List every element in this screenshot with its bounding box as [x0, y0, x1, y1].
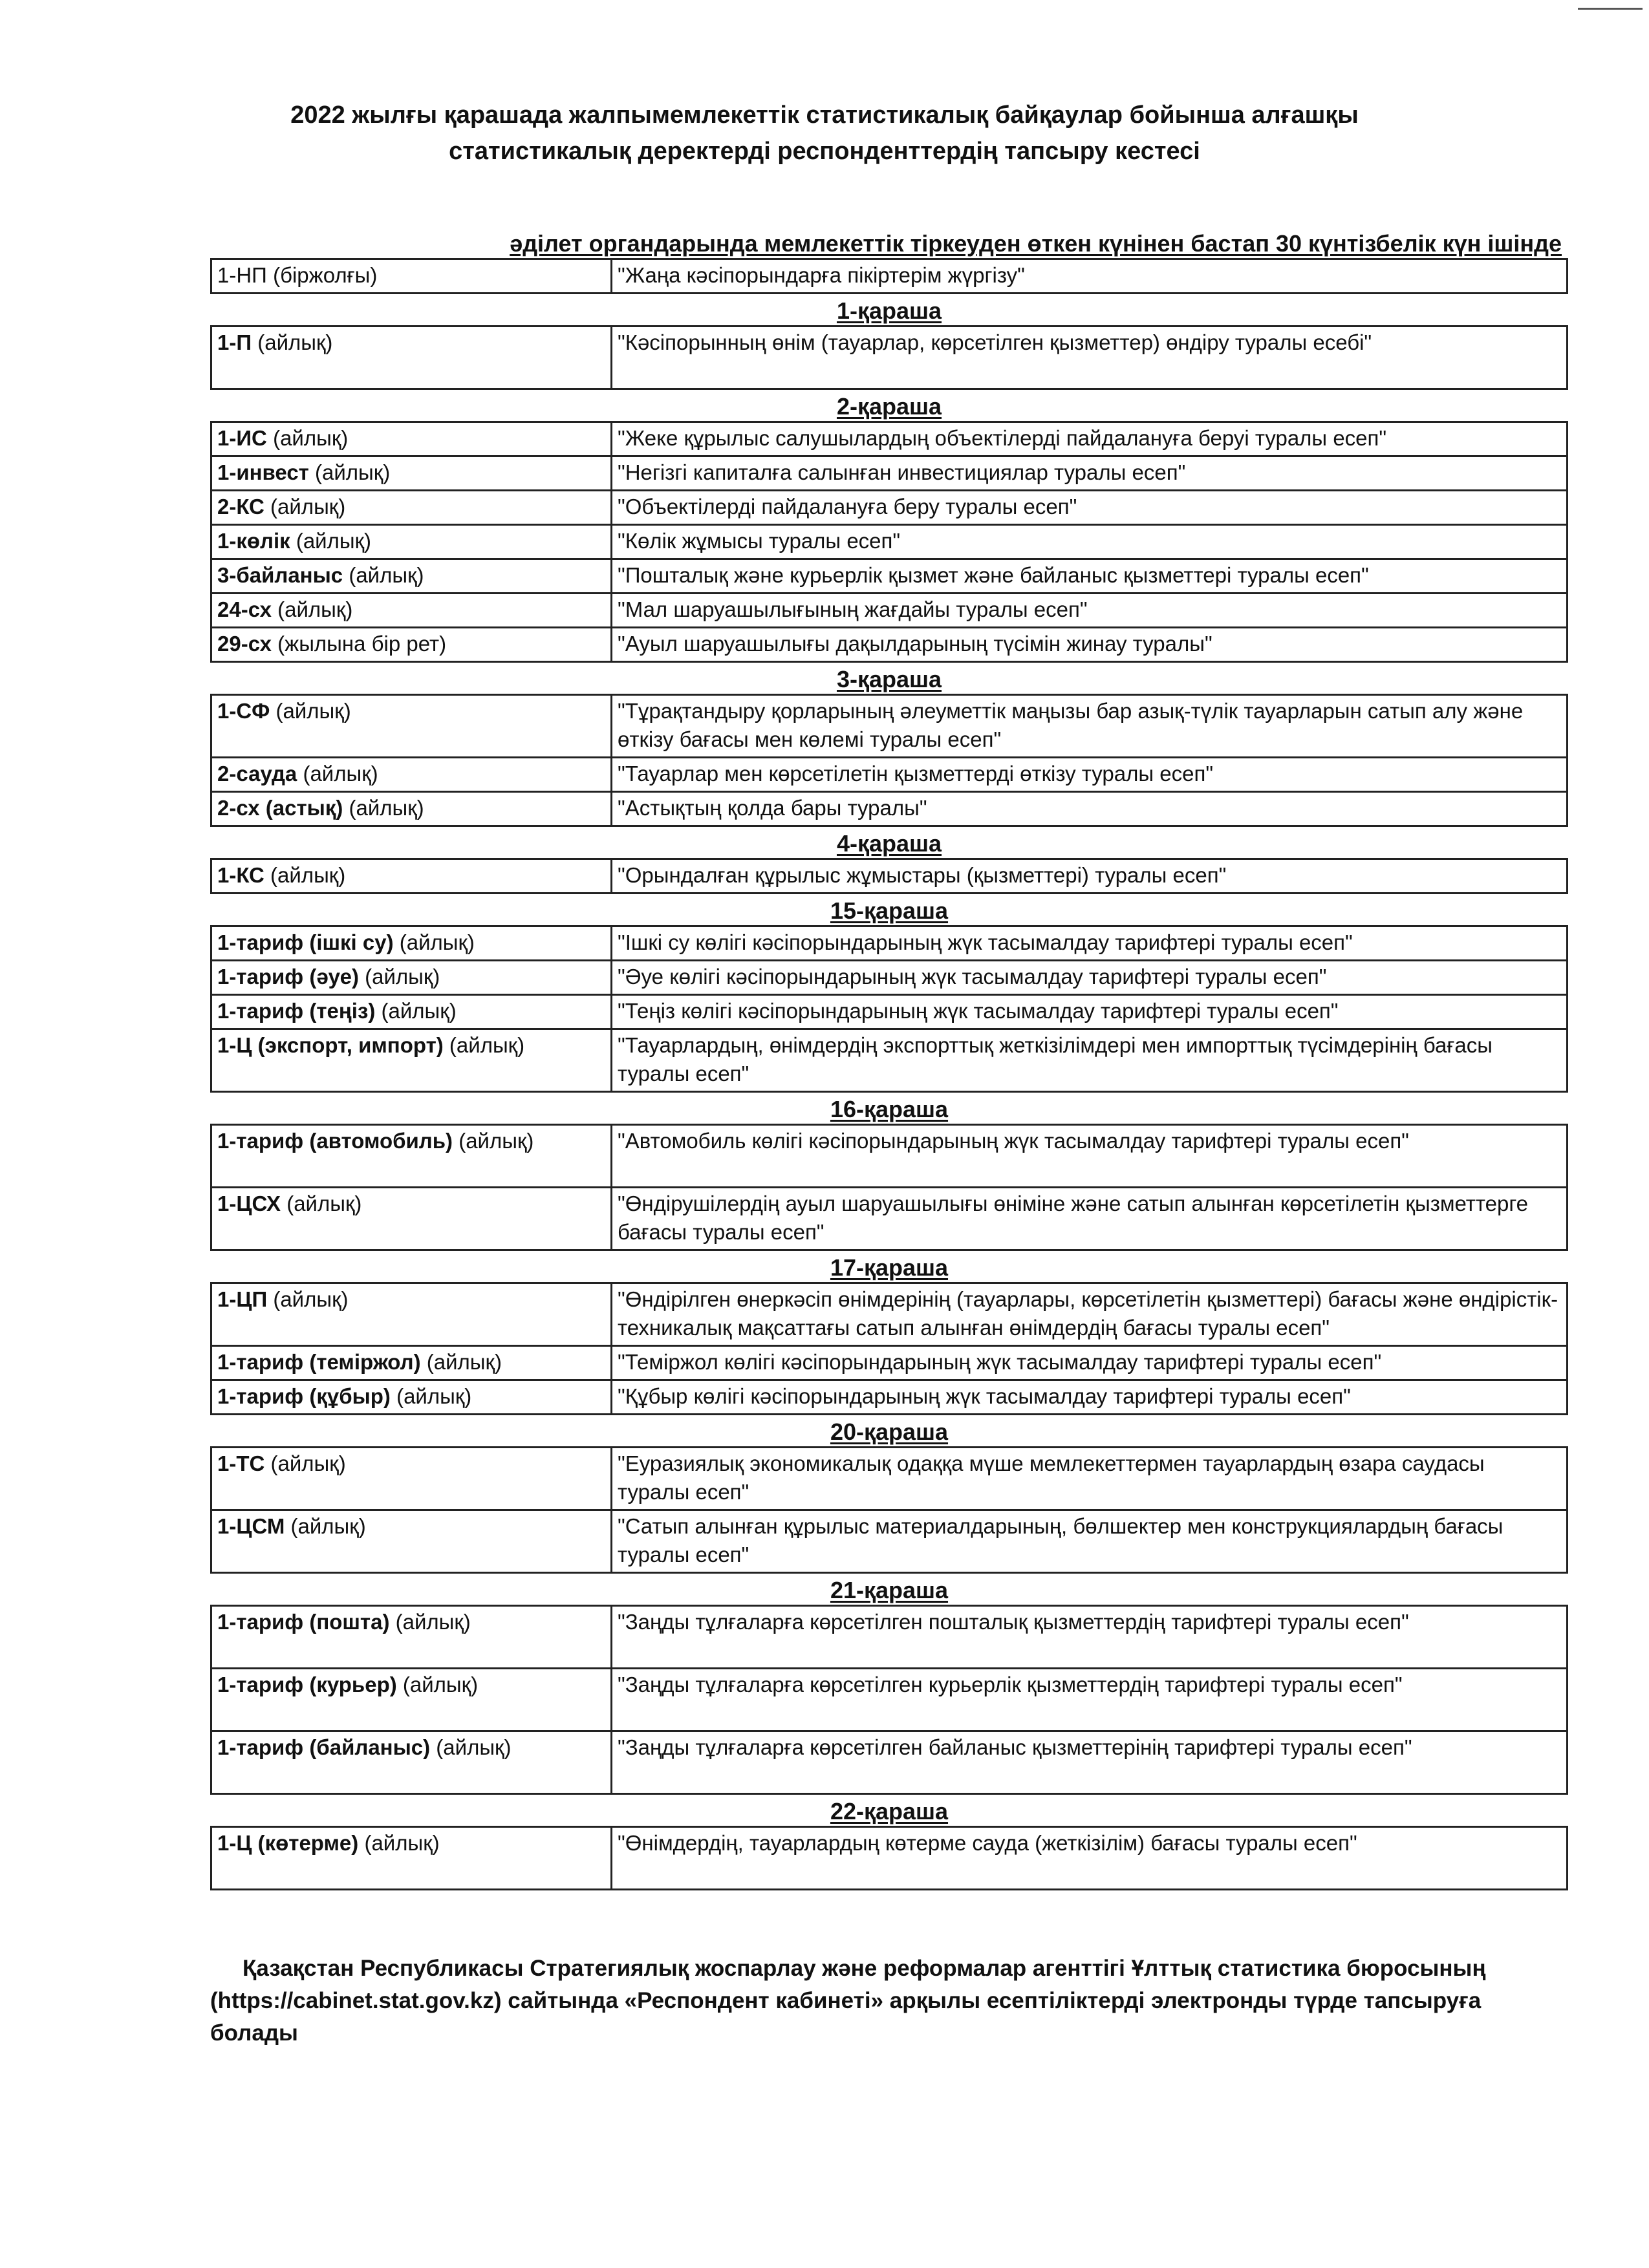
form-code-cell — [211, 859, 612, 893]
table-row — [211, 1448, 1568, 1510]
footer-note: Қазақстан Республикасы Стратегиялық жоспарлау және реформалар агенттігі Ұлттық статистика бюросының (https://cabinet.stat.gov.kz) сайтында «Респондент кабинеті» арқылы есептіліктерді электронды түрде тапсыруға болады — [210, 1956, 1486, 2046]
form-code-cell — [211, 326, 612, 389]
form-period: (айлық) — [270, 699, 351, 723]
form-code: 1-ТС — [217, 1451, 265, 1475]
title-line-1: 2022 жылғы қарашада жалпымемлекеттік статистикалық байқаулар бойынша алғашқы — [290, 102, 1359, 129]
forms-table — [210, 858, 1568, 894]
schedule-section — [210, 1797, 1568, 1890]
report-name: "Ішкі су көлігі кәсіпорындарының жүк тасымалдау тарифтері туралы есеп" — [612, 926, 1568, 961]
form-period: (айлық) — [290, 529, 372, 553]
table-row — [211, 1827, 1568, 1890]
schedule-document — [210, 230, 1568, 1893]
table-row — [211, 926, 1568, 961]
form-code: 1-тариф (автомобиль) — [217, 1129, 453, 1153]
schedule-section — [210, 1418, 1568, 1574]
schedule-section — [210, 829, 1568, 894]
form-code-cell — [211, 259, 612, 294]
form-code: 1-ИС — [217, 426, 267, 450]
table-row — [211, 259, 1568, 294]
forms-table — [210, 325, 1568, 390]
forms-table — [210, 1446, 1568, 1574]
form-code-cell — [211, 594, 612, 628]
form-code-cell — [211, 695, 612, 758]
schedule-section — [210, 897, 1568, 1093]
form-code-cell — [211, 525, 612, 559]
form-period: (айлық) — [264, 863, 346, 887]
form-period: (айлық) — [264, 1451, 346, 1475]
table-row — [211, 1731, 1568, 1794]
report-name: "Заңды тұлғаларға көрсетілген курьерлік қызметтердің тарифтері туралы есеп" — [612, 1669, 1568, 1731]
form-code: 1-көлік — [217, 529, 290, 553]
form-period: (айлық) — [375, 999, 457, 1023]
table-row — [211, 422, 1568, 456]
form-code: 2-сауда — [217, 762, 297, 786]
form-code-cell — [211, 1606, 612, 1669]
form-code-cell — [211, 1188, 612, 1250]
form-period: (айлық) — [252, 330, 333, 354]
table-row — [211, 758, 1568, 792]
form-period: (айлық) — [390, 1384, 472, 1408]
form-period: (айлық) — [343, 796, 424, 820]
schedule-section — [210, 230, 1568, 294]
table-row — [211, 456, 1568, 491]
form-code-cell — [211, 1029, 612, 1092]
report-name: "Өндірушілердің ауыл шаруашылығы өніміне және сатып алынған көрсетілетін қызметтерге бағасы туралы есеп" — [612, 1188, 1568, 1250]
form-code-cell — [211, 792, 612, 826]
form-code-cell — [211, 456, 612, 491]
form-period: (айлық) — [271, 597, 353, 621]
report-name: "Сатып алынған құрылыс материалдарының, бөлшектер мен конструкциялардың бағасы туралы есеп" — [612, 1510, 1568, 1573]
date-heading: 21-қараша — [830, 1577, 949, 1603]
report-name: "Объектілерді пайдалануға беру туралы есеп" — [612, 491, 1568, 525]
report-name: "Тұрақтандыру қорларының әлеуметтік маңызы бар азық-түлік тауарларын сатып алу және өткізу бағасы мен көлемі туралы есеп" — [612, 695, 1568, 758]
form-code-cell — [211, 559, 612, 594]
form-code: 1-ЦСХ — [217, 1192, 281, 1215]
table-row — [211, 491, 1568, 525]
table-row — [211, 695, 1568, 758]
title-line-2: статистикалық деректерді респонденттердің тапсыру кестесі — [449, 138, 1200, 165]
date-heading: 22-қараша — [830, 1798, 949, 1824]
form-code: 1-СФ — [217, 699, 270, 723]
date-heading: 16-қараша — [830, 1096, 949, 1122]
form-code-cell — [211, 926, 612, 961]
report-name: "Құбыр көлігі кәсіпорындарының жүк тасымалдау тарифтері туралы есеп" — [612, 1380, 1568, 1415]
form-code-cell — [211, 1827, 612, 1890]
form-code: 1-НП — [217, 263, 267, 287]
form-code: 1-тариф (курьер) — [217, 1673, 397, 1696]
report-name: "Кәсіпорынның өнім (тауарлар, көрсетілген қызметтер) өндіру туралы есебі" — [612, 326, 1568, 389]
forms-table — [210, 925, 1568, 1093]
form-code-cell — [211, 961, 612, 995]
form-code: 1-тариф (әуе) — [217, 965, 359, 989]
form-code: 2-КС — [217, 495, 264, 519]
form-code-cell — [211, 1510, 612, 1573]
forms-table — [210, 258, 1568, 294]
form-code-cell — [211, 1731, 612, 1794]
table-row — [211, 594, 1568, 628]
form-code: 1-тариф (құбыр) — [217, 1384, 391, 1408]
table-row — [211, 525, 1568, 559]
form-code-cell — [211, 1669, 612, 1731]
table-row — [211, 628, 1568, 662]
form-code-cell — [211, 628, 612, 662]
form-code: 1-тариф (байланыс) — [217, 1735, 431, 1759]
table-row — [211, 559, 1568, 594]
form-period: (айлық) — [358, 965, 440, 989]
table-row — [211, 1029, 1568, 1092]
table-row — [211, 1510, 1568, 1573]
form-period: (айлық) — [430, 1735, 512, 1759]
table-row — [211, 1283, 1568, 1346]
form-code: 29-сх — [217, 632, 272, 656]
form-period: (айлық) — [308, 460, 391, 484]
table-row — [211, 1188, 1568, 1250]
date-heading: 20-қараша — [830, 1418, 949, 1445]
report-name: "Теміржол көлігі кәсіпорындарының жүк тасымалдау тарифтері туралы есеп" — [612, 1346, 1568, 1380]
table-row — [211, 1125, 1568, 1188]
form-period: (айлық) — [389, 1610, 471, 1634]
date-heading: 17-қараша — [830, 1254, 949, 1281]
form-period: (айлық) — [453, 1129, 534, 1153]
form-code: 1-тариф (теңіз) — [217, 999, 376, 1023]
report-name: "Көлік жұмысы туралы есеп" — [612, 525, 1568, 559]
form-code-cell — [211, 758, 612, 792]
report-name: "Тауарлардың, өнімдердің экспорттық жеткізілімдері мен импорттық түсімдерінің бағасы туралы есеп" — [612, 1029, 1568, 1092]
forms-table — [210, 421, 1568, 663]
table-row — [211, 1380, 1568, 1415]
forms-table — [210, 1605, 1568, 1795]
form-period: (айлық) — [267, 1287, 349, 1311]
form-period: (айлық) — [393, 930, 475, 954]
form-code-cell — [211, 995, 612, 1029]
form-period: (біржолғы) — [266, 263, 378, 287]
report-name: "Жеке құрылыс салушылардың объектілерді пайдалануға беруі туралы есеп" — [612, 422, 1568, 456]
date-heading: 2-қараша — [836, 393, 942, 420]
table-row — [211, 326, 1568, 389]
form-code: 1-ЦСМ — [217, 1514, 285, 1538]
date-heading: 3-қараша — [836, 666, 942, 692]
form-code: 1-тариф (теміржол) — [217, 1350, 421, 1374]
table-row — [211, 792, 1568, 826]
date-heading: 15-қараша — [830, 897, 949, 924]
schedule-section — [210, 665, 1568, 827]
report-name: "Пошталық және курьерлік қызмет және байланыс қызметтері туралы есеп" — [612, 559, 1568, 594]
date-heading: 1-қараша — [836, 297, 942, 324]
schedule-section — [210, 1095, 1568, 1251]
form-period: (айлық) — [264, 495, 346, 519]
form-period: (айлық) — [266, 426, 349, 450]
report-name: "Өндірілген өнеркәсіп өнімдерінің (тауарлары, көрсетілетін қызметтері) бағасы және өндірістік-техникалық мақсаттағы сатып алынған өнімдердің бағасы туралы есеп" — [612, 1283, 1568, 1346]
form-period: (айлық) — [396, 1673, 479, 1696]
form-code: 1-П — [217, 330, 252, 354]
table-row — [211, 995, 1568, 1029]
table-row — [211, 1669, 1568, 1731]
table-row — [211, 859, 1568, 893]
report-name: "Автомобиль көлігі кәсіпорындарының жүк тасымалдау тарифтері туралы есеп" — [612, 1125, 1568, 1188]
report-name: "Заңды тұлғаларға көрсетілген байланыс қызметтерінің тарифтері туралы есеп" — [612, 1731, 1568, 1794]
schedule-section — [210, 392, 1568, 663]
report-name: "Тауарлар мен көрсетілетін қызметтерді өткізу туралы есеп" — [612, 758, 1568, 792]
forms-table — [210, 1282, 1568, 1415]
report-name: "Жаңа кәсіпорындарға пікіртерім жүргізу" — [612, 259, 1568, 294]
form-period: (айлық) — [420, 1350, 502, 1374]
form-code-cell — [211, 1125, 612, 1188]
form-code-cell — [211, 491, 612, 525]
form-code-cell — [211, 1448, 612, 1510]
form-code-cell — [211, 1283, 612, 1346]
forms-table — [210, 694, 1568, 827]
form-code: 1-ЦП — [217, 1287, 268, 1311]
form-code: 24-сх — [217, 597, 272, 621]
scan-edge-mark — [1578, 8, 1643, 10]
form-code: 1-тариф (ішкі су) — [217, 930, 394, 954]
form-period: (жылына бір рет) — [271, 632, 447, 656]
form-period: (айлық) — [358, 1831, 440, 1855]
form-period: (айлық) — [285, 1514, 366, 1538]
form-code: 2-сх (астық) — [217, 796, 343, 820]
form-code: 1-инвест — [217, 460, 309, 484]
table-row — [211, 1606, 1568, 1669]
forms-table — [210, 1826, 1568, 1890]
form-code-cell — [211, 1380, 612, 1415]
report-name: "Әуе көлігі кәсіпорындарының жүк тасымалдау тарифтері туралы есеп" — [612, 961, 1568, 995]
report-name: "Заңды тұлғаларға көрсетілген пошталық қызметтердің тарифтері туралы есеп" — [612, 1606, 1568, 1669]
form-code: 1-Ц (экспорт, импорт) — [217, 1033, 444, 1057]
form-code: 3-байланыс — [217, 563, 343, 587]
schedule-section — [210, 1254, 1568, 1415]
forms-table — [210, 1124, 1568, 1251]
report-name: "Еуразиялық экономикалық одаққа мүше мемлекеттермен тауарлардың өзара саудасы туралы есеп" — [612, 1448, 1568, 1510]
report-name: "Ауыл шаруашылығы дақылдарының түсімін жинау туралы" — [612, 628, 1568, 662]
form-period: (айлық) — [281, 1192, 362, 1215]
report-name: "Мал шаруашылығының жағдайы туралы есеп" — [612, 594, 1568, 628]
report-name: "Орындалған құрылыс жұмыстары (қызметтері) туралы есеп" — [612, 859, 1568, 893]
table-row — [211, 961, 1568, 995]
page-title — [194, 97, 1455, 169]
schedule-section — [210, 297, 1568, 390]
report-name: "Өнімдердің, тауарлардың көтерме сауда (жеткізілім) бағасы туралы есеп" — [612, 1827, 1568, 1890]
report-name: "Теңіз көлігі кәсіпорындарының жүк тасымалдау тарифтері туралы есеп" — [612, 995, 1568, 1029]
report-name: "Астықтың қолда бары туралы" — [612, 792, 1568, 826]
date-heading: 4-қараша — [836, 830, 942, 857]
form-period: (айлық) — [343, 563, 424, 587]
form-period: (айлық) — [443, 1033, 525, 1057]
intro-deadline-heading: әділет органдарында мемлекеттік тіркеуден өткен күнінен бастап 30 күнтізбелік күн ішінде — [510, 230, 1562, 257]
report-name: "Негізгі капиталға салынған инвестициялар туралы есеп" — [612, 456, 1568, 491]
form-code: 1-КС — [217, 863, 264, 887]
form-code-cell — [211, 1346, 612, 1380]
form-period: (айлық) — [297, 762, 378, 786]
schedule-section — [210, 1576, 1568, 1795]
form-code: 1-Ц (көтерме) — [217, 1831, 359, 1855]
form-code: 1-тариф (пошта) — [217, 1610, 390, 1634]
form-code-cell — [211, 422, 612, 456]
table-row — [211, 1346, 1568, 1380]
